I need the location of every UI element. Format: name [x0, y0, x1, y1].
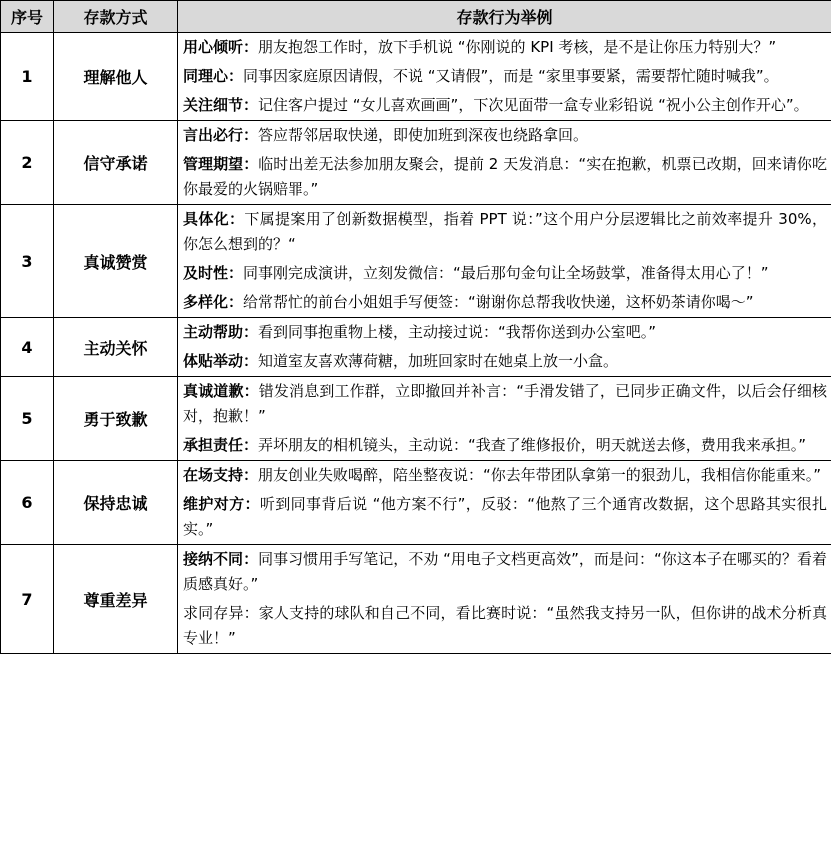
example-item: [183, 35, 827, 60]
example-label: 求同存异：: [183, 604, 259, 622]
example-label: 及时性：: [183, 264, 244, 282]
example-text: 看到同事抱重物上楼，主动接过说：“我帮你送到办公室吧。”: [258, 323, 657, 341]
example-text: 弄坏朋友的相机镜头，主动说：“我查了维修报价，明天就送去修，费用我来承担。”: [258, 436, 807, 454]
table-row: [1, 461, 831, 545]
deposit-method: 信守承诺: [54, 121, 178, 205]
example-item: [183, 492, 827, 542]
deposit-method: 尊重差异: [54, 545, 178, 654]
example-item: [183, 290, 827, 315]
deposit-method: 理解他人: [54, 33, 178, 121]
row-number: 7: [1, 545, 54, 654]
example-text: 同事习惯用手写笔记，不劝 “用电子文档更高效”，而是问：“你这本子在哪买的？看着质感真好。”: [183, 550, 827, 593]
example-label: 多样化：: [183, 293, 244, 311]
table-row: [1, 318, 831, 377]
behavior-examples: [178, 461, 831, 545]
example-item: [183, 547, 827, 597]
example-text: 下属提案用了创新数据模型，指着 PPT 说：”这个用户分层逻辑比之前效率提升 30%，你怎么想到的？“: [183, 210, 827, 253]
example-item: [183, 261, 827, 286]
deposit-method: 勇于致歉: [54, 377, 178, 461]
row-number: 6: [1, 461, 54, 545]
behavior-examples: [178, 545, 831, 654]
example-item: [183, 379, 827, 429]
example-item: [183, 433, 827, 458]
row-number: 1: [1, 33, 54, 121]
table-row: [1, 33, 831, 121]
row-number: 3: [1, 205, 54, 318]
example-text: 给常帮忙的前台小姐姐手写便签：“谢谢你总帮我收快递，这杯奶茶请你喝～”: [243, 293, 754, 311]
example-item: [183, 601, 827, 651]
example-text: 朋友创业失败喝醉，陪坐整夜说：“你去年带团队拿第一的狠劲儿，我相信你能重来。”: [258, 466, 822, 484]
header-method: 存款方式: [54, 1, 178, 33]
example-label: 言出必行：: [183, 126, 259, 144]
table-header-row: [1, 1, 831, 33]
behavior-examples: [178, 377, 831, 461]
example-item: [183, 463, 827, 488]
deposit-method: 真诚赞赏: [54, 205, 178, 318]
behavior-examples: [178, 33, 831, 121]
behavior-examples: [178, 205, 831, 318]
example-label: 在场支持：: [183, 466, 259, 484]
row-number: 2: [1, 121, 54, 205]
example-item: [183, 123, 827, 148]
example-label: 真诚道歉：: [183, 382, 259, 400]
example-label: 关注细节：: [183, 96, 259, 114]
example-text: 临时出差无法参加朋友聚会，提前 2 天发消息：“实在抱歉，机票已改期，回来请你吃你最爱的火锅赔罪。”: [183, 155, 827, 198]
example-label: 主动帮助：: [183, 323, 259, 341]
example-label: 同理心：: [183, 67, 244, 85]
example-item: [183, 64, 827, 89]
behavior-examples: [178, 121, 831, 205]
table-row: [1, 205, 831, 318]
example-text: 朋友抱怨工作时，放下手机说 “你刚说的 KPI 考核，是不是让你压力特别大？”: [258, 38, 777, 56]
example-label: 接纳不同：: [183, 550, 259, 568]
row-number: 5: [1, 377, 54, 461]
table-row: [1, 545, 831, 654]
example-label: 用心倾听：: [183, 38, 259, 56]
example-text: 听到同事背后说 “他方案不行”，反驳：“他熬了三个通宵改数据，这个思路其实很扎实。”: [183, 495, 827, 538]
example-text: 知道室友喜欢薄荷糖，加班回家时在她桌上放一小盒。: [258, 352, 619, 370]
example-label: 体贴举动：: [183, 352, 259, 370]
example-item: [183, 349, 827, 374]
row-number: 4: [1, 318, 54, 377]
example-text: 答应帮邻居取快递，即使加班到深夜也绕路拿回。: [258, 126, 589, 144]
example-text: 同事因家庭原因请假，不说 “又请假”，而是 “家里事要紧，需要帮忙随时喊我”。: [243, 67, 779, 85]
example-item: [183, 152, 827, 202]
example-text: 家人支持的球队和自己不同，看比赛时说：“虽然我支持另一队，但你讲的战术分析真专业！”: [183, 604, 827, 647]
example-text: 同事刚完成演讲，立刻发微信：“最后那句金句让全场鼓掌，准备得太用心了！”: [243, 264, 769, 282]
example-item: [183, 93, 827, 118]
deposit-method: 主动关怀: [54, 318, 178, 377]
example-label: 承担责任：: [183, 436, 259, 454]
example-label: 具体化：: [183, 210, 245, 228]
header-index: 序号: [1, 1, 54, 33]
behavior-examples: [178, 318, 831, 377]
example-label: 维护对方：: [183, 495, 260, 513]
example-item: [183, 207, 827, 257]
example-text: 记住客户提过 “女儿喜欢画画”，下次见面带一盒专业彩铅说 “祝小公主创作开心”。: [258, 96, 809, 114]
example-text: 错发消息到工作群，立即撤回并补言：“手滑发错了，已同步正确文件，以后会仔细核对，抱歉！”: [183, 382, 827, 425]
example-item: [183, 320, 827, 345]
table-row: [1, 377, 831, 461]
header-examples: 存款行为举例: [178, 1, 831, 33]
table-row: [1, 121, 831, 205]
deposit-method: 保持忠诚: [54, 461, 178, 545]
example-label: 管理期望：: [183, 155, 259, 173]
